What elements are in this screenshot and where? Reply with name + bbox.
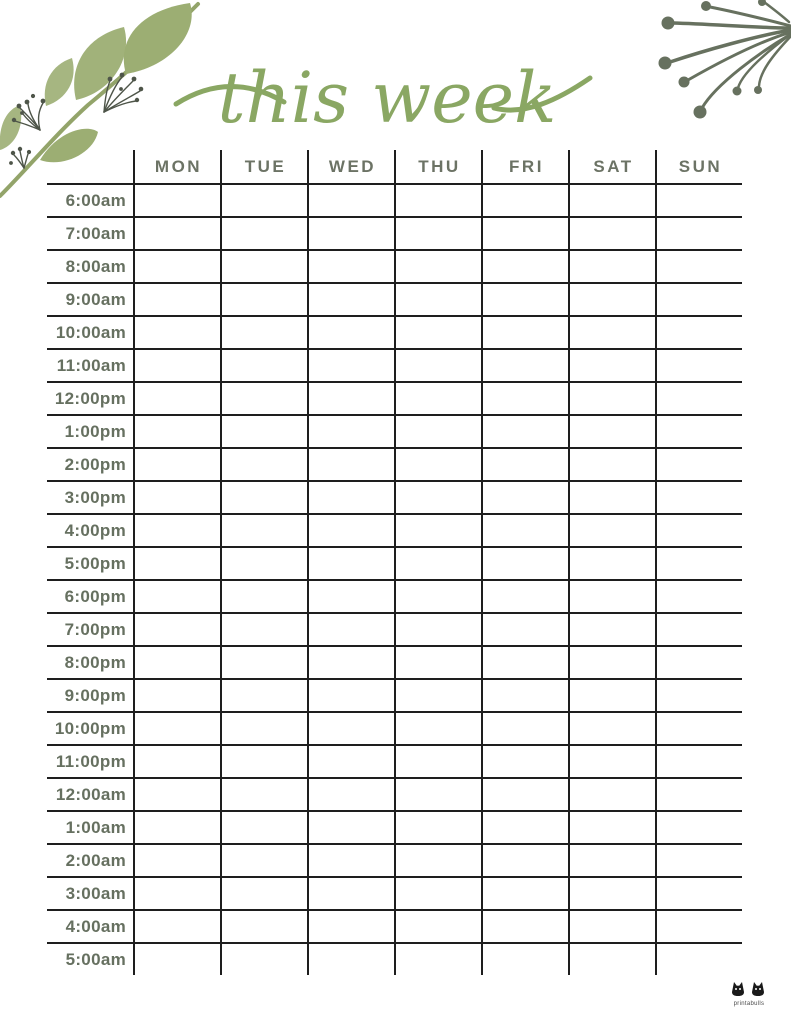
time-slot-fri-700pm[interactable] (481, 614, 568, 645)
time-slot-tue-900am[interactable] (220, 284, 307, 315)
time-slot-mon-1100am[interactable] (133, 350, 220, 381)
time-slot-fri-1200am[interactable] (481, 779, 568, 810)
time-slot-sat-400am[interactable] (568, 911, 655, 942)
time-slot-sun-100am[interactable] (655, 812, 742, 843)
time-label-400am: 4:00am (65, 916, 126, 936)
time-slot-fri-800pm[interactable] (481, 647, 568, 678)
time-slot-mon-500pm[interactable] (133, 548, 220, 579)
time-slot-wed-900am[interactable] (307, 284, 394, 315)
time-slot-sun-100pm[interactable] (655, 416, 742, 447)
time-slot-fri-700am[interactable] (481, 218, 568, 249)
time-slot-thu-400am[interactable] (394, 911, 481, 942)
time-slot-sat-900pm[interactable] (568, 680, 655, 711)
time-slot-thu-1200am[interactable] (394, 779, 481, 810)
time-slot-wed-700am[interactable] (307, 218, 394, 249)
time-row-1000am (47, 315, 742, 348)
printabulls-bulldogs-icon (730, 981, 768, 997)
time-slot-sat-400pm[interactable] (568, 515, 655, 546)
time-slot-tue-1000am[interactable] (220, 317, 307, 348)
time-slot-fri-200pm[interactable] (481, 449, 568, 480)
time-label-1100am: 11:00am (56, 355, 126, 375)
time-row-800am (47, 249, 742, 282)
time-label-100am: 1:00am (65, 817, 126, 837)
time-slot-sun-1000pm[interactable] (655, 713, 742, 744)
day-header-tue: TUE (220, 150, 307, 183)
time-slot-tue-400pm[interactable] (220, 515, 307, 546)
time-label-900pm: 9:00pm (64, 685, 126, 705)
time-slot-sat-300pm[interactable] (568, 482, 655, 513)
time-slot-sat-1200pm[interactable] (568, 383, 655, 414)
time-slot-fri-1000pm[interactable] (481, 713, 568, 744)
time-slot-fri-500am[interactable] (481, 944, 568, 975)
time-slot-wed-1100am[interactable] (307, 350, 394, 381)
time-slot-sat-300am[interactable] (568, 878, 655, 909)
day-header-row (47, 150, 742, 183)
time-slot-tue-300pm[interactable] (220, 482, 307, 513)
time-slot-wed-1200pm[interactable] (307, 383, 394, 414)
time-slot-sat-100pm[interactable] (568, 416, 655, 447)
time-slot-sun-600am[interactable] (655, 185, 742, 216)
time-slot-sun-700am[interactable] (655, 218, 742, 249)
time-label-500am: 5:00am (65, 949, 126, 969)
time-slot-sun-1000am[interactable] (655, 317, 742, 348)
time-slot-tue-500am[interactable] (220, 944, 307, 975)
time-slot-wed-600am[interactable] (307, 185, 394, 216)
header-corner-spacer (47, 150, 133, 183)
time-slot-tue-200pm[interactable] (220, 449, 307, 480)
time-slot-thu-900am[interactable] (394, 284, 481, 315)
time-slot-tue-1000pm[interactable] (220, 713, 307, 744)
time-slot-sat-1200am[interactable] (568, 779, 655, 810)
weekly-planner-table (47, 150, 742, 975)
time-slot-sat-900am[interactable] (568, 284, 655, 315)
time-label-500pm: 5:00pm (64, 553, 126, 573)
time-slot-sat-200am[interactable] (568, 845, 655, 876)
time-slot-sat-1000pm[interactable] (568, 713, 655, 744)
time-row-1200am (47, 777, 742, 810)
time-slot-mon-1200pm[interactable] (133, 383, 220, 414)
time-slot-sun-700pm[interactable] (655, 614, 742, 645)
time-slot-mon-700am[interactable] (133, 218, 220, 249)
time-slot-mon-600am[interactable] (133, 185, 220, 216)
time-row-200am (47, 843, 742, 876)
time-label-800am: 8:00am (65, 256, 126, 276)
time-slot-tue-200am[interactable] (220, 845, 307, 876)
time-slot-tue-100pm[interactable] (220, 416, 307, 447)
time-slot-fri-400am[interactable] (481, 911, 568, 942)
page-title (172, 20, 602, 150)
time-slot-sun-200pm[interactable] (655, 449, 742, 480)
time-slot-fri-300am[interactable] (481, 878, 568, 909)
time-label-200pm: 2:00pm (64, 454, 126, 474)
time-slot-wed-700pm[interactable] (307, 614, 394, 645)
time-slot-wed-100am[interactable] (307, 812, 394, 843)
time-slot-sun-500pm[interactable] (655, 548, 742, 579)
day-header-fri: FRI (481, 150, 568, 183)
time-slot-sun-300pm[interactable] (655, 482, 742, 513)
time-slot-tue-600am[interactable] (220, 185, 307, 216)
day-header-mon: MON (133, 150, 220, 183)
time-slot-sun-400pm[interactable] (655, 515, 742, 546)
time-slot-sun-900pm[interactable] (655, 680, 742, 711)
time-label-300pm: 3:00pm (64, 487, 126, 507)
time-row-300pm (47, 480, 742, 513)
time-slot-wed-500pm[interactable] (307, 548, 394, 579)
time-slot-wed-500am[interactable] (307, 944, 394, 975)
time-slot-thu-1100pm[interactable] (394, 746, 481, 777)
time-slot-wed-300am[interactable] (307, 878, 394, 909)
time-slot-fri-600pm[interactable] (481, 581, 568, 612)
time-slot-wed-300pm[interactable] (307, 482, 394, 513)
time-slot-tue-300am[interactable] (220, 878, 307, 909)
time-slot-fri-800am[interactable] (481, 251, 568, 282)
time-slot-wed-400pm[interactable] (307, 515, 394, 546)
time-slot-fri-300pm[interactable] (481, 482, 568, 513)
time-row-200pm (47, 447, 742, 480)
time-slot-mon-300pm[interactable] (133, 482, 220, 513)
time-slot-sat-800am[interactable] (568, 251, 655, 282)
time-row-1000pm (47, 711, 742, 744)
time-row-300am (47, 876, 742, 909)
time-slot-wed-1000am[interactable] (307, 317, 394, 348)
time-slot-mon-600pm[interactable] (133, 581, 220, 612)
time-label-400pm: 4:00pm (64, 520, 126, 540)
time-slot-fri-900pm[interactable] (481, 680, 568, 711)
time-slot-thu-600am[interactable] (394, 185, 481, 216)
time-slot-tue-700pm[interactable] (220, 614, 307, 645)
time-slot-thu-1000pm[interactable] (394, 713, 481, 744)
time-slot-mon-200am[interactable] (133, 845, 220, 876)
time-slot-mon-100pm[interactable] (133, 416, 220, 447)
time-row-600am (47, 183, 742, 216)
time-slot-mon-1100pm[interactable] (133, 746, 220, 777)
time-row-100pm (47, 414, 742, 447)
time-slot-tue-700am[interactable] (220, 218, 307, 249)
time-slot-mon-400am[interactable] (133, 911, 220, 942)
time-slot-tue-1200pm[interactable] (220, 383, 307, 414)
time-slot-wed-400am[interactable] (307, 911, 394, 942)
time-slot-sat-100am[interactable] (568, 812, 655, 843)
time-slot-fri-900am[interactable] (481, 284, 568, 315)
time-label-700am: 7:00am (65, 223, 126, 243)
time-slot-sat-600pm[interactable] (568, 581, 655, 612)
time-slot-thu-500pm[interactable] (394, 548, 481, 579)
time-slot-mon-700pm[interactable] (133, 614, 220, 645)
time-slot-fri-500pm[interactable] (481, 548, 568, 579)
time-slot-mon-800pm[interactable] (133, 647, 220, 678)
time-slot-fri-100am[interactable] (481, 812, 568, 843)
time-row-1200pm (47, 381, 742, 414)
time-slot-tue-900pm[interactable] (220, 680, 307, 711)
time-slot-mon-400pm[interactable] (133, 515, 220, 546)
time-label-600am: 6:00am (65, 190, 126, 210)
time-slot-sun-1100pm[interactable] (655, 746, 742, 777)
time-label-700pm: 7:00pm (64, 619, 126, 639)
berry-twig-icon (640, 0, 791, 140)
time-row-700pm (47, 612, 742, 645)
time-slot-wed-800am[interactable] (307, 251, 394, 282)
time-slot-mon-100am[interactable] (133, 812, 220, 843)
time-slot-thu-1000am[interactable] (394, 317, 481, 348)
time-slot-sun-300am[interactable] (655, 878, 742, 909)
time-slot-sat-1000am[interactable] (568, 317, 655, 348)
time-slot-sat-600am[interactable] (568, 185, 655, 216)
time-slot-sun-1200am[interactable] (655, 779, 742, 810)
time-slot-tue-1100am[interactable] (220, 350, 307, 381)
time-slot-mon-800am[interactable] (133, 251, 220, 282)
time-label-1200pm: 12:00pm (54, 388, 126, 408)
time-row-900pm (47, 678, 742, 711)
time-slot-sat-1100am[interactable] (568, 350, 655, 381)
time-slot-fri-100pm[interactable] (481, 416, 568, 447)
time-slot-mon-300am[interactable] (133, 878, 220, 909)
time-slot-wed-800pm[interactable] (307, 647, 394, 678)
time-slot-fri-1100am[interactable] (481, 350, 568, 381)
time-slot-thu-100pm[interactable] (394, 416, 481, 447)
time-slot-tue-400am[interactable] (220, 911, 307, 942)
time-slot-sun-900am[interactable] (655, 284, 742, 315)
time-slot-thu-400pm[interactable] (394, 515, 481, 546)
time-slot-mon-1200am[interactable] (133, 779, 220, 810)
time-slot-sat-700am[interactable] (568, 218, 655, 249)
time-slot-wed-1200am[interactable] (307, 779, 394, 810)
time-slot-thu-900pm[interactable] (394, 680, 481, 711)
time-row-100am (47, 810, 742, 843)
time-row-800pm (47, 645, 742, 678)
time-row-900am (47, 282, 742, 315)
time-row-500pm (47, 546, 742, 579)
time-label-100pm: 1:00pm (64, 421, 126, 441)
time-row-400am (47, 909, 742, 942)
time-row-600pm (47, 579, 742, 612)
time-row-400pm (47, 513, 742, 546)
time-label-1000am: 10:00am (55, 322, 126, 342)
time-label-300am: 3:00am (65, 883, 126, 903)
day-header-sun: SUN (655, 150, 742, 183)
time-slot-thu-1100am[interactable] (394, 350, 481, 381)
time-slot-sun-500am[interactable] (655, 944, 742, 975)
time-slot-fri-400pm[interactable] (481, 515, 568, 546)
time-slot-thu-300am[interactable] (394, 878, 481, 909)
time-slot-sun-1200pm[interactable] (655, 383, 742, 414)
time-row-700am (47, 216, 742, 249)
time-slot-tue-800am[interactable] (220, 251, 307, 282)
time-slot-wed-200pm[interactable] (307, 449, 394, 480)
time-slot-wed-900pm[interactable] (307, 680, 394, 711)
time-slot-thu-300pm[interactable] (394, 482, 481, 513)
time-slot-sun-1100am[interactable] (655, 350, 742, 381)
time-slot-wed-100pm[interactable] (307, 416, 394, 447)
time-slot-thu-1200pm[interactable] (394, 383, 481, 414)
time-slot-thu-100am[interactable] (394, 812, 481, 843)
time-slot-wed-1000pm[interactable] (307, 713, 394, 744)
time-slot-sat-200pm[interactable] (568, 449, 655, 480)
time-slot-mon-1000pm[interactable] (133, 713, 220, 744)
time-slot-mon-900am[interactable] (133, 284, 220, 315)
time-slot-tue-600pm[interactable] (220, 581, 307, 612)
time-slot-thu-700pm[interactable] (394, 614, 481, 645)
time-slot-sun-400am[interactable] (655, 911, 742, 942)
time-label-1200am: 12:00am (55, 784, 126, 804)
time-slot-sun-200am[interactable] (655, 845, 742, 876)
time-slot-sun-800am[interactable] (655, 251, 742, 282)
time-slot-tue-800pm[interactable] (220, 647, 307, 678)
time-slot-sat-700pm[interactable] (568, 614, 655, 645)
time-slot-wed-600pm[interactable] (307, 581, 394, 612)
time-slot-sat-1100pm[interactable] (568, 746, 655, 777)
time-slot-thu-200pm[interactable] (394, 449, 481, 480)
time-slot-thu-200am[interactable] (394, 845, 481, 876)
day-header-wed: WED (307, 150, 394, 183)
time-slot-sat-500pm[interactable] (568, 548, 655, 579)
time-slot-sun-800pm[interactable] (655, 647, 742, 678)
time-slot-wed-200am[interactable] (307, 845, 394, 876)
time-slot-thu-800am[interactable] (394, 251, 481, 282)
time-label-800pm: 8:00pm (64, 652, 126, 672)
time-slot-fri-600am[interactable] (481, 185, 568, 216)
time-label-200am: 2:00am (65, 850, 126, 870)
time-slot-wed-1100pm[interactable] (307, 746, 394, 777)
day-header-thu: THU (394, 150, 481, 183)
time-slot-mon-900pm[interactable] (133, 680, 220, 711)
time-row-500am (47, 942, 742, 975)
time-label-900am: 9:00am (65, 289, 126, 309)
time-slot-fri-1200pm[interactable] (481, 383, 568, 414)
time-slot-thu-700am[interactable] (394, 218, 481, 249)
time-row-1100am (47, 348, 742, 381)
day-header-sat: SAT (568, 150, 655, 183)
time-label-1100pm: 11:00pm (55, 751, 126, 771)
time-slot-thu-600pm[interactable] (394, 581, 481, 612)
time-slot-thu-800pm[interactable] (394, 647, 481, 678)
time-slot-tue-1200am[interactable] (220, 779, 307, 810)
time-slot-mon-1000am[interactable] (133, 317, 220, 348)
time-slot-tue-500pm[interactable] (220, 548, 307, 579)
watermark-brand: printabulls (733, 1001, 765, 1007)
planner-body (47, 183, 742, 975)
time-slot-fri-1000am[interactable] (481, 317, 568, 348)
time-slot-sat-500am[interactable] (568, 944, 655, 975)
time-slot-sun-600pm[interactable] (655, 581, 742, 612)
time-row-1100pm (47, 744, 742, 777)
time-label-600pm: 6:00pm (64, 586, 126, 606)
time-slot-fri-1100pm[interactable] (481, 746, 568, 777)
time-slot-mon-200pm[interactable] (133, 449, 220, 480)
time-slot-tue-1100pm[interactable] (220, 746, 307, 777)
printabulls-watermark (725, 981, 773, 1007)
time-slot-sat-800pm[interactable] (568, 647, 655, 678)
time-slot-thu-500am[interactable] (394, 944, 481, 975)
page-title-text: this week (217, 57, 557, 139)
time-label-1000pm: 10:00pm (54, 718, 126, 738)
time-slot-tue-100am[interactable] (220, 812, 307, 843)
time-slot-mon-500am[interactable] (133, 944, 220, 975)
time-slot-fri-200am[interactable] (481, 845, 568, 876)
